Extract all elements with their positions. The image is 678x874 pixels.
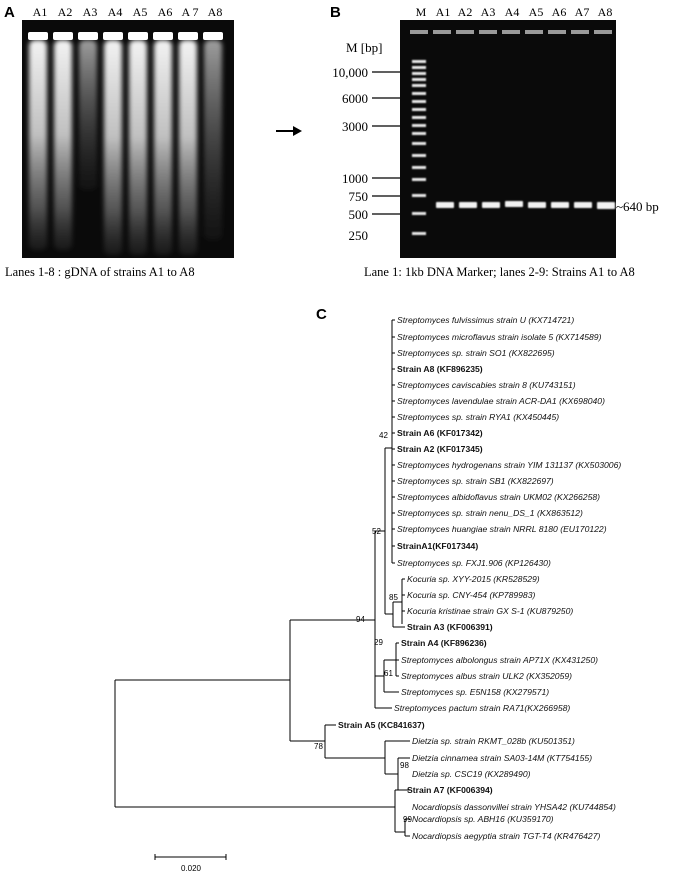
lane-label: A2	[457, 5, 473, 19]
taxon-label: Kocuria sp. CNY-454 (KP789983)	[407, 590, 536, 600]
lane-label: M	[415, 5, 427, 19]
lane-label: A 7	[181, 5, 199, 19]
bootstrap-value: 78	[314, 742, 323, 751]
taxon-label: Streptomyces albidoflavus strain UKM02 (KX266258)	[397, 492, 601, 502]
taxon-label: Streptomyces albolongus strain AP71X (KX431250)	[401, 655, 598, 665]
panel-a-letter: A	[4, 4, 15, 21]
lane-label: A3	[82, 5, 98, 19]
taxon-label: Streptomyces caviscabies strain 8 (KU743151)	[397, 380, 576, 390]
bootstrap-value: 94	[356, 615, 365, 624]
taxon-label: Strain A7 (KF006394)	[407, 785, 493, 795]
taxon-label: StrainA1(KF017344)	[397, 541, 479, 551]
taxon-labels	[338, 315, 621, 841]
taxon-label: Streptomyces huangiae strain NRRL 8180 (EU170122)	[397, 524, 607, 534]
genomic-dna-gel-image	[22, 20, 234, 258]
taxon-label: Streptomyces sp. strain RYA1 (KX450445)	[397, 412, 560, 422]
lane-label: A5	[132, 5, 148, 19]
marker-label: 250	[348, 228, 368, 243]
taxon-label: Streptomyces sp. FXJ1.906 (KP126430)	[397, 558, 551, 568]
taxon-label: Strain A5 (KC841637)	[338, 720, 425, 730]
taxon-label: Nocardiopsis sp. ABH16 (KU359170)	[412, 814, 554, 824]
marker-label: 6000	[342, 91, 368, 106]
taxon-label: Streptomyces lavendulae strain ACR-DA1 (KX698040)	[397, 396, 605, 406]
taxon-label: Streptomyces sp. strain nenu_DS_1 (KX863512)	[397, 508, 583, 518]
taxon-label: Strain A6 (KF017342)	[397, 428, 483, 438]
taxon-label: Streptomyces sp. E5N158 (KX279571)	[401, 687, 550, 697]
taxon-label: Dietzia cinnamea strain SA03-14M (KT754155)	[412, 753, 593, 763]
taxon-label: Streptomyces sp. strain SB1 (KX822697)	[397, 476, 554, 486]
phylogenetic-tree	[0, 300, 678, 874]
bootstrap-value: 52	[372, 527, 381, 536]
panel-a-caption: Lanes 1-8 : gDNA of strains A1 to A8	[5, 265, 195, 279]
bootstrap-value: 98	[400, 761, 409, 770]
taxon-label: Streptomyces pactum strain RA71(KX266958)	[394, 703, 571, 713]
taxon-label: Streptomyces hydrogenans strain YIM 131137 (KX503006)	[397, 460, 622, 470]
band-size-label: ~640 bp	[616, 199, 659, 214]
panel-c-letter: C	[316, 306, 327, 323]
tree-branches	[115, 320, 410, 836]
marker-label: 1000	[342, 171, 368, 186]
taxon-label: Streptomyces microflavus strain isolate 5 (KX714589)	[397, 332, 602, 342]
bootstrap-value: 85	[389, 593, 398, 602]
taxon-label: Nocardiopsis dassonvillei strain YHSA42 (KU744854)	[412, 802, 616, 812]
lane-label: A1	[32, 5, 48, 19]
lane-label: A2	[57, 5, 73, 19]
lane-label: A8	[597, 5, 613, 19]
taxon-label: Kocuria kristinae strain GX S-1 (KU879250)	[407, 606, 574, 616]
taxon-label: Dietzia sp. CSC19 (KX289490)	[412, 769, 531, 779]
marker-unit-label: M [bp]	[346, 40, 383, 55]
taxon-label: Strain A4 (KF896236)	[401, 638, 487, 648]
scale-bar-label: 0.020	[180, 864, 202, 873]
lane-label: A8	[207, 5, 223, 19]
taxon-label: Strain A3 (KF006391)	[407, 622, 493, 632]
marker-label: 3000	[342, 119, 368, 134]
taxon-label: Streptomyces albus strain ULK2 (KX352059)	[401, 671, 573, 681]
panel-b-letter: B	[330, 4, 341, 21]
taxon-label: Nocardiopsis aegyptia strain TGT-T4 (KR476427)	[412, 831, 601, 841]
marker-label: 750	[348, 189, 368, 204]
taxon-label: Streptomyces sp. strain SO1 (KX822695)	[397, 348, 555, 358]
bootstrap-value: 99	[403, 815, 412, 824]
lane-label: A4	[107, 5, 123, 19]
taxon-label: Streptomyces fulvissimus strain U (KX714721)	[397, 315, 575, 325]
bootstrap-value: 61	[384, 669, 393, 678]
taxon-label: Strain A2 (KF017345)	[397, 444, 483, 454]
arrow-right-icon	[275, 124, 303, 138]
taxon-label: Strain A8 (KF896235)	[397, 364, 483, 374]
lane-label: A6	[157, 5, 173, 19]
taxon-label: Kocuria sp. XYY-2015 (KR528529)	[407, 574, 540, 584]
marker-label: 10,000	[332, 65, 368, 80]
scale-bar	[155, 854, 226, 873]
lane-label: A7	[574, 5, 590, 19]
lane-label: A4	[504, 5, 520, 19]
lane-label: A6	[551, 5, 567, 19]
lane-label: A1	[435, 5, 451, 19]
pcr-amplicon-gel-image	[400, 20, 616, 258]
bootstrap-value: 42	[379, 431, 388, 440]
bootstrap-value: 29	[374, 638, 383, 647]
taxon-label: Dietzia sp. strain RKMT_028b (KU501351)	[412, 736, 575, 746]
lane-label: A5	[528, 5, 544, 19]
lane-label: A3	[480, 5, 496, 19]
panel-b-caption: Lane 1: 1kb DNA Marker; lanes 2-9: Strains A1 to A8	[364, 265, 635, 279]
marker-label: 500	[348, 207, 368, 222]
